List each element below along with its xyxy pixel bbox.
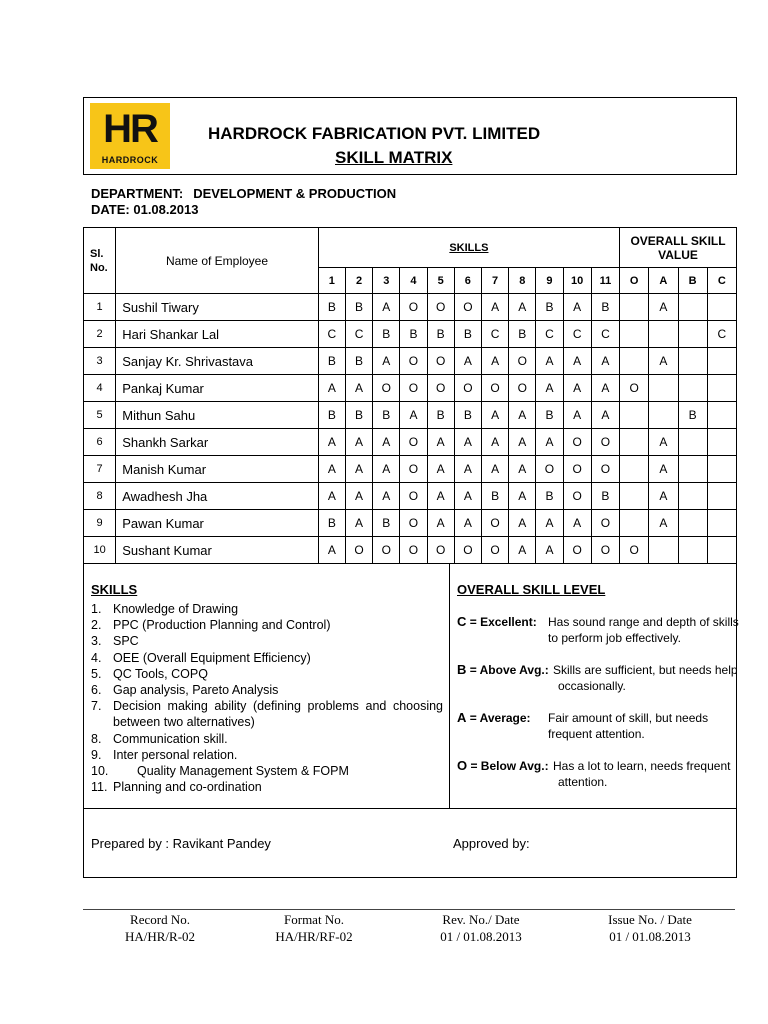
skill-rating-cell: O — [400, 537, 427, 564]
skill-rating-cell: O — [481, 510, 508, 537]
skill-rating-cell: O — [400, 429, 427, 456]
skill-value-header: A — [649, 268, 678, 294]
skill-legend-item — [91, 601, 443, 617]
skill-level-label: = Above Avg.: — [466, 663, 549, 677]
footer-field-label: Issue No. / Date — [608, 912, 692, 927]
skill-rating-cell: A — [427, 456, 454, 483]
footer-field — [234, 911, 394, 945]
skill-rating-cell: A — [563, 348, 591, 375]
skill-number-header: 3 — [373, 268, 400, 294]
skill-rating-cell: B — [481, 483, 508, 510]
employee-name-cell: Manish Kumar — [116, 456, 319, 483]
footer-field-value: HA/HR/R-02 — [124, 929, 196, 944]
skill-rating-cell: O — [563, 456, 591, 483]
sl-no-header: Sl. No. — [84, 228, 116, 294]
skill-rating-cell: B — [373, 402, 400, 429]
sl-no-cell: 5 — [84, 402, 116, 429]
company-name: HARDROCK FABRICATION PVT. LIMITED — [208, 124, 541, 143]
date-line: DATE: 01.08.2013 — [91, 202, 199, 217]
skill-rating-cell: B — [318, 510, 345, 537]
skill-value-header: C — [707, 268, 736, 294]
skill-legend-number: 3. — [91, 634, 102, 649]
overall-value-cell: O — [620, 375, 649, 402]
overall-value-cell — [707, 402, 736, 429]
footer-field-value: HA/HR/RF-02 — [275, 929, 353, 944]
skill-rating-cell: A — [563, 375, 591, 402]
skill-rating-cell: O — [400, 294, 427, 321]
skill-rating-cell: A — [318, 429, 345, 456]
skill-legend-number: 6. — [91, 683, 102, 698]
footer-field — [570, 911, 730, 945]
skill-level-item — [457, 710, 733, 741]
logo-text: HARDROCK — [101, 155, 159, 165]
skill-rating-cell: A — [481, 348, 508, 375]
skill-legend-item — [91, 666, 443, 682]
table-row — [84, 483, 737, 510]
footer-field-label: Record No. — [130, 912, 190, 927]
skill-rating-cell: B — [536, 483, 563, 510]
skill-number-header: 7 — [481, 268, 508, 294]
skill-rating-cell: O — [454, 537, 481, 564]
skill-level-code: O — [457, 758, 468, 773]
overall-value-cell: A — [649, 348, 678, 375]
skill-rating-cell: A — [509, 510, 536, 537]
overall-value-cell: C — [707, 321, 736, 348]
skill-number-header: 4 — [400, 268, 427, 294]
skill-rating-cell: A — [509, 294, 536, 321]
skill-level-description — [553, 758, 730, 790]
skill-rating-cell: A — [373, 483, 400, 510]
overall-value-cell — [649, 537, 678, 564]
approved-by: Approved by: — [453, 836, 530, 851]
document-title: SKILL MATRIX — [335, 148, 453, 167]
skill-rating-cell: A — [373, 456, 400, 483]
skill-rating-cell: A — [509, 456, 536, 483]
skill-rating-cell: O — [373, 537, 400, 564]
skill-level-description — [548, 710, 708, 742]
skill-rating-cell: O — [400, 375, 427, 402]
name-header: Name of Employee — [116, 228, 319, 294]
skill-rating-cell: O — [591, 510, 619, 537]
skill-rating-cell: O — [345, 537, 372, 564]
employee-name-cell: Pankaj Kumar — [116, 375, 319, 402]
skill-rating-cell: B — [318, 402, 345, 429]
skills-header-text: SKILLS — [449, 241, 489, 254]
skill-level-desc-line: occasionally. — [558, 679, 626, 693]
skill-level-code: B — [457, 662, 467, 677]
skill-level-title: OVERALL SKILL LEVEL — [457, 582, 606, 597]
skill-rating-cell: B — [345, 402, 372, 429]
overall-value-cell — [620, 321, 649, 348]
overall-value-cell — [620, 510, 649, 537]
overall-value-cell — [678, 537, 707, 564]
table-row — [84, 402, 737, 429]
skill-rating-cell: B — [454, 321, 481, 348]
overall-value-cell — [620, 483, 649, 510]
skill-rating-cell: C — [318, 321, 345, 348]
legend-divider-horizontal — [84, 808, 736, 809]
skill-rating-cell: A — [563, 510, 591, 537]
skill-rating-cell: C — [591, 321, 619, 348]
overall-value-cell — [649, 321, 678, 348]
table-row — [84, 294, 737, 321]
employee-name-cell: Mithun Sahu — [116, 402, 319, 429]
overall-value-cell: A — [649, 456, 678, 483]
skill-legend-item — [91, 779, 443, 795]
skill-rating-cell: O — [427, 375, 454, 402]
skill-rating-cell: A — [481, 402, 508, 429]
overall-value-cell: A — [649, 294, 678, 321]
skill-rating-cell: A — [591, 375, 619, 402]
overall-value-cell: A — [649, 510, 678, 537]
skill-rating-cell: A — [318, 483, 345, 510]
sl-no-cell: 1 — [84, 294, 116, 321]
skill-legend-text: Quality Management System & FOPM — [137, 764, 349, 779]
overall-value-cell — [678, 483, 707, 510]
skill-legend-item — [91, 617, 443, 633]
skill-legend-item — [91, 763, 443, 779]
skill-rating-cell: A — [563, 294, 591, 321]
skill-rating-cell: A — [591, 402, 619, 429]
skill-level-desc-line: to perform job effectively. — [548, 631, 681, 645]
employee-name-cell: Shankh Sarkar — [116, 429, 319, 456]
skill-rating-cell: O — [591, 456, 619, 483]
overall-value-cell — [620, 294, 649, 321]
skill-rating-cell: A — [454, 429, 481, 456]
legend-box — [83, 563, 737, 878]
skill-rating-cell: B — [591, 483, 619, 510]
overall-value-cell — [707, 456, 736, 483]
overall-value-cell — [707, 429, 736, 456]
skill-legend-number: 4. — [91, 650, 102, 665]
skill-legend-item — [91, 698, 443, 730]
skill-rating-cell: B — [318, 348, 345, 375]
skill-rating-cell: A — [373, 294, 400, 321]
document-header — [83, 97, 737, 175]
skill-rating-cell: A — [345, 456, 372, 483]
skill-level-label: = Below Avg.: — [467, 759, 549, 773]
skill-rating-cell: O — [591, 429, 619, 456]
skill-rating-cell: O — [400, 456, 427, 483]
skill-level-desc-line: attention. — [558, 775, 608, 789]
overall-value-cell: A — [649, 429, 678, 456]
skill-rating-cell: O — [509, 348, 536, 375]
skill-number-header: 1 — [318, 268, 345, 294]
skill-rating-cell: B — [454, 402, 481, 429]
footer-rule — [83, 909, 735, 910]
sl-no-cell: 6 — [84, 429, 116, 456]
skill-rating-cell: A — [345, 483, 372, 510]
skill-level-code: A — [457, 710, 467, 725]
department-value: DEVELOPMENT & PRODUCTION — [193, 186, 397, 201]
overall-value-cell — [707, 348, 736, 375]
skill-legend-item — [91, 633, 443, 649]
skill-legend-number: 11. — [91, 780, 108, 795]
skill-legend-text: Communication skill. — [113, 731, 228, 746]
skill-rating-cell: B — [591, 294, 619, 321]
overall-value-cell — [707, 294, 736, 321]
skill-rating-cell: A — [481, 294, 508, 321]
skill-legend-item — [91, 650, 443, 666]
skill-rating-cell: O — [427, 348, 454, 375]
skill-number-header: 9 — [536, 268, 563, 294]
skill-rating-cell: O — [373, 375, 400, 402]
matrix-body — [84, 294, 737, 564]
skill-rating-cell: A — [536, 429, 563, 456]
skill-rating-cell: A — [427, 483, 454, 510]
skill-level-label: = Average: — [466, 711, 531, 725]
skill-rating-cell: A — [454, 483, 481, 510]
footer-field — [80, 911, 240, 945]
skill-value-header: O — [620, 268, 649, 294]
employee-name-cell: Sanjay Kr. Shrivastava — [116, 348, 319, 375]
overall-value-cell — [707, 510, 736, 537]
skill-level-desc-line: Fair amount of skill, but needs — [548, 711, 709, 725]
sl-no-cell: 9 — [84, 510, 116, 537]
skill-level-desc-line: frequent attention. — [548, 727, 645, 741]
skill-rating-cell: O — [509, 375, 536, 402]
skill-rating-cell: O — [563, 483, 591, 510]
skill-legend-text: Gap analysis, Pareto Analysis — [113, 683, 279, 698]
overall-value-cell — [707, 375, 736, 402]
skill-rating-cell: A — [400, 402, 427, 429]
table-row — [84, 537, 737, 564]
skill-rating-cell: A — [345, 510, 372, 537]
skill-level-label: = Excellent: — [466, 615, 537, 629]
overall-value-cell: B — [678, 402, 707, 429]
skill-level-item — [457, 614, 739, 645]
overall-value-cell — [620, 402, 649, 429]
employee-name-cell: Sushil Tiwary — [116, 294, 319, 321]
department-line — [91, 186, 396, 201]
overall-value-cell — [620, 348, 649, 375]
skill-rating-cell: A — [509, 429, 536, 456]
skill-rating-cell: A — [481, 429, 508, 456]
overall-value-cell — [678, 294, 707, 321]
overall-value-cell — [707, 483, 736, 510]
skill-legend-number: 2. — [91, 618, 102, 633]
skill-level-desc-line: Has a lot to learn, needs frequent — [553, 759, 731, 773]
footer-field-label: Format No. — [284, 912, 344, 927]
skill-rating-cell: A — [536, 537, 563, 564]
skill-legend-number: 7. — [91, 699, 102, 714]
skill-rating-cell: A — [536, 375, 563, 402]
skill-rating-cell: O — [454, 294, 481, 321]
skill-rating-cell: O — [400, 510, 427, 537]
employee-name-cell: Hari Shankar Lal — [116, 321, 319, 348]
skill-rating-cell: B — [318, 294, 345, 321]
skill-number-header: 2 — [345, 268, 372, 294]
overall-value-cell — [707, 537, 736, 564]
sl-no-cell: 7 — [84, 456, 116, 483]
skill-rating-cell: A — [427, 429, 454, 456]
overall-value-cell — [649, 402, 678, 429]
skill-legend-item — [91, 731, 443, 747]
skill-rating-cell: C — [563, 321, 591, 348]
overall-value-cell — [678, 375, 707, 402]
skill-matrix-table — [83, 227, 737, 564]
table-row — [84, 348, 737, 375]
skill-rating-cell: A — [563, 402, 591, 429]
skill-rating-cell: B — [536, 402, 563, 429]
skill-legend-item — [91, 682, 443, 698]
skill-rating-cell: B — [400, 321, 427, 348]
skill-rating-cell: B — [509, 321, 536, 348]
sl-no-cell: 10 — [84, 537, 116, 564]
skill-legend-text: PPC (Production Planning and Control) — [113, 618, 331, 633]
table-row — [84, 429, 737, 456]
skill-rating-cell: A — [591, 348, 619, 375]
skill-rating-cell: A — [536, 510, 563, 537]
skill-rating-cell: A — [509, 402, 536, 429]
skill-level-desc-line: Has sound range and depth of skills — [548, 615, 739, 629]
table-row — [84, 456, 737, 483]
skill-legend-text: OEE (Overall Equipment Efficiency) — [113, 650, 311, 665]
sl-no-cell: 4 — [84, 375, 116, 402]
skill-legend-text: QC Tools, COPQ — [113, 666, 208, 681]
overall-value-cell — [678, 348, 707, 375]
skill-legend-text: Decision making ability (defining problems and choosing between two alternatives) — [113, 699, 443, 730]
overall-value-cell — [678, 429, 707, 456]
skill-level-item — [457, 758, 733, 789]
skill-rating-cell: A — [318, 456, 345, 483]
skill-rating-cell: C — [536, 321, 563, 348]
skill-legend-item — [91, 747, 443, 763]
overall-value-cell: O — [620, 537, 649, 564]
skill-rating-cell: A — [481, 456, 508, 483]
prepared-by: Prepared by : Ravikant Pandey — [91, 836, 271, 851]
skill-legend-number: 10. — [91, 764, 109, 779]
logo-mark: HR — [103, 107, 157, 151]
skill-rating-cell: A — [454, 348, 481, 375]
skill-rating-cell: O — [454, 375, 481, 402]
skill-rating-cell: A — [427, 510, 454, 537]
skill-number-header: 8 — [509, 268, 536, 294]
overall-skill-value-header: OVERALL SKILL VALUE — [620, 228, 737, 268]
overall-value-cell: A — [649, 483, 678, 510]
skill-rating-cell: B — [345, 294, 372, 321]
skill-rating-cell: A — [454, 456, 481, 483]
footer-field-label: Rev. No./ Date — [442, 912, 520, 927]
skill-rating-cell: A — [509, 537, 536, 564]
footer-field-value: 01 / 01.08.2013 — [609, 929, 691, 944]
footer-field-value: 01 / 01.08.2013 — [440, 929, 522, 944]
skill-rating-cell: A — [318, 375, 345, 402]
skill-rating-cell: O — [400, 348, 427, 375]
skill-rating-cell: A — [536, 348, 563, 375]
skill-legend-number: 8. — [91, 731, 102, 746]
skill-level-description — [553, 662, 738, 694]
skill-rating-cell: C — [345, 321, 372, 348]
skill-number-header: 5 — [427, 268, 454, 294]
legend-divider-vertical — [449, 563, 450, 808]
skill-rating-cell: B — [345, 348, 372, 375]
skill-rating-cell: O — [481, 375, 508, 402]
employee-name-cell: Pawan Kumar — [116, 510, 319, 537]
table-row — [84, 510, 737, 537]
skills-legend-list — [91, 601, 443, 795]
skill-legend-text: Knowledge of Drawing — [113, 602, 239, 616]
skill-legend-number: 9. — [91, 747, 102, 762]
table-row — [84, 375, 737, 402]
skill-rating-cell: O — [481, 537, 508, 564]
skill-number-header: 10 — [563, 268, 591, 294]
skill-level-description — [548, 614, 739, 646]
skill-rating-cell: B — [536, 294, 563, 321]
skill-rating-cell: B — [373, 321, 400, 348]
skill-legend-text: Planning and co-ordination — [113, 780, 262, 795]
skill-rating-cell: B — [373, 510, 400, 537]
overall-value-cell — [678, 321, 707, 348]
footer-field — [401, 911, 561, 945]
skill-rating-cell: O — [400, 483, 427, 510]
skill-rating-cell: A — [345, 375, 372, 402]
skill-rating-cell: B — [427, 321, 454, 348]
employee-name-cell: Awadhesh Jha — [116, 483, 319, 510]
employee-name-cell: Sushant Kumar — [116, 537, 319, 564]
skill-rating-cell: A — [373, 348, 400, 375]
skill-number-header: 11 — [591, 268, 619, 294]
sl-no-cell: 3 — [84, 348, 116, 375]
skill-rating-cell: A — [454, 510, 481, 537]
skill-legend-number: 1. — [91, 602, 102, 616]
skill-rating-cell: A — [509, 483, 536, 510]
skill-legend-text: Inter personal relation. — [113, 747, 238, 762]
overall-value-cell — [620, 429, 649, 456]
skills-header — [318, 228, 619, 268]
overall-value-cell — [678, 456, 707, 483]
skill-rating-cell: O — [427, 537, 454, 564]
skill-number-header: 6 — [454, 268, 481, 294]
skill-rating-cell: A — [318, 537, 345, 564]
skill-rating-cell: O — [563, 537, 591, 564]
skill-rating-cell: O — [563, 429, 591, 456]
skill-level-code: C — [457, 614, 467, 629]
skill-rating-cell: A — [373, 429, 400, 456]
skill-level-desc-line: Skills are sufficient, but needs help — [553, 663, 738, 677]
overall-value-cell — [620, 456, 649, 483]
skill-rating-cell: O — [536, 456, 563, 483]
overall-value-cell — [649, 375, 678, 402]
sl-no-cell: 8 — [84, 483, 116, 510]
sl-no-cell: 2 — [84, 321, 116, 348]
skill-rating-cell: A — [345, 429, 372, 456]
skill-legend-number: 5. — [91, 666, 102, 681]
overall-value-cell — [678, 510, 707, 537]
skill-rating-cell: B — [427, 402, 454, 429]
company-logo — [90, 103, 170, 169]
skill-rating-cell: O — [427, 294, 454, 321]
table-row — [84, 321, 737, 348]
skills-legend-title: SKILLS — [91, 582, 138, 597]
skill-rating-cell: C — [481, 321, 508, 348]
skill-legend-text: SPC — [113, 634, 139, 649]
skill-value-header: B — [678, 268, 707, 294]
skill-rating-cell: O — [591, 537, 619, 564]
skill-level-item — [457, 662, 738, 693]
department-label: DEPARTMENT: — [91, 186, 184, 201]
